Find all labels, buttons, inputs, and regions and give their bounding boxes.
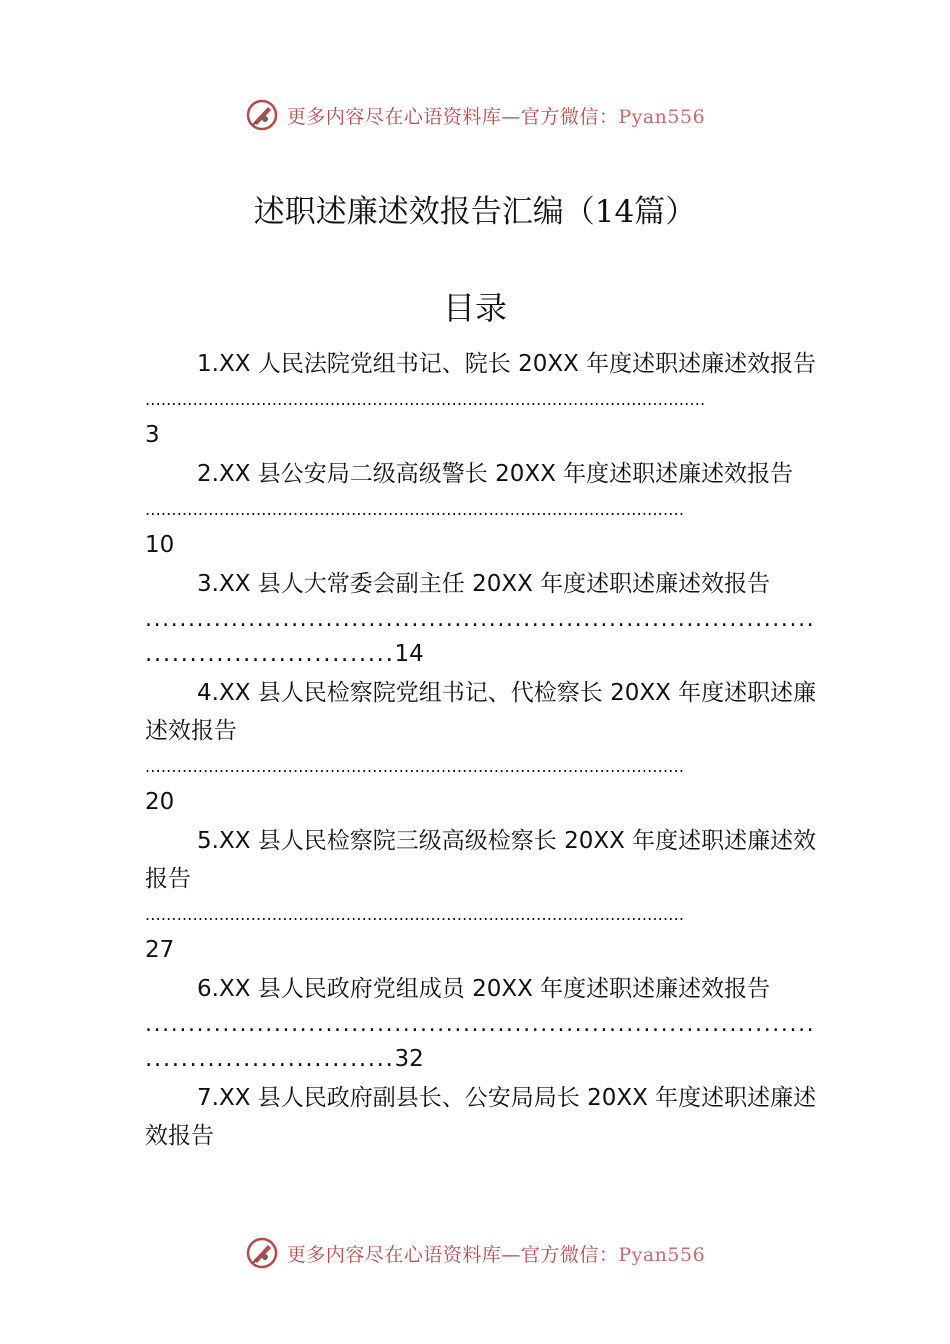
toc-entry-title[interactable]: 7.XX 县人民政府副县长、公安局局长 20XX 年度述职述廉述效报告 [145, 1085, 817, 1149]
toc-entry-page[interactable]: 32 [394, 1046, 424, 1072]
toc-leader-dots: ...................................................................................................... [145, 757, 685, 776]
wechat-id: Pyan556 [618, 1243, 706, 1266]
banner-text: 更多内容尽在心语资料库—官方微信：Pyan556 [286, 105, 706, 128]
footer-banner [0, 1233, 950, 1273]
toc-entry-page[interactable]: 27 [145, 937, 175, 963]
toc-entry[interactable] [145, 565, 835, 672]
toc-entry[interactable] [145, 1079, 835, 1155]
toc-heading: 目录 [442, 289, 507, 327]
toc-entry[interactable] [145, 970, 835, 1077]
toc-leader-dots: ...................................................................................................... [145, 500, 685, 519]
pen-seal-logo-icon [245, 1236, 279, 1270]
toc-entry-page[interactable]: 20 [145, 789, 175, 815]
document-title: 述职述廉述效报告汇编（14篇） [253, 194, 697, 230]
toc-leader-dots: .............................................................................. [145, 607, 816, 632]
toc-entry-title[interactable]: 6.XX 县人民政府党组成员 20XX 年度述职述廉述效报告 [197, 976, 771, 1002]
toc-leader-dots: ............................ [145, 1046, 395, 1072]
toc-leader-dots: ...................................................................................................... [145, 905, 685, 924]
toc-entry-page[interactable]: 10 [145, 532, 175, 558]
toc-entry[interactable] [145, 455, 835, 563]
table-of-contents [145, 345, 835, 1157]
banner-text: 更多内容尽在心语资料库—官方微信：Pyan556 [286, 1243, 706, 1266]
wechat-id: Pyan556 [618, 105, 706, 128]
toc-entry-page-line [145, 636, 835, 672]
toc-entry-title[interactable]: 4.XX 县人民检察院党组书记、代检察长 20XX 年度述职述廉述效报告 [145, 680, 817, 744]
toc-entry[interactable] [145, 345, 835, 453]
toc-entry-title[interactable]: 2.XX 县公安局二级高级警长 20XX 年度述职述廉述效报告 [197, 461, 794, 487]
toc-leader-dots: ............................ [145, 641, 395, 667]
header-banner [0, 95, 950, 135]
toc-entry-title[interactable]: 5.XX 县人民检察院三级高级检察长 20XX 年度述职述廉述效报告 [145, 828, 817, 892]
toc-entry-page-line [145, 1041, 835, 1077]
toc-entry[interactable] [145, 822, 835, 968]
toc-entry-page[interactable]: 3 [145, 422, 160, 448]
toc-leader-dots: .......................................................................................................... [145, 390, 706, 409]
toc-entry-title[interactable]: 3.XX 县人大常委会副主任 20XX 年度述职述廉述效报告 [197, 571, 771, 597]
toc-entry[interactable] [145, 674, 835, 820]
toc-leader-dots: .............................................................................. [145, 1012, 816, 1037]
toc-entry-title[interactable]: 1.XX 人民法院党组书记、院长 20XX 年度述职述廉述效报告 [197, 351, 817, 377]
pen-seal-logo-icon [245, 98, 279, 132]
toc-entry-page[interactable]: 14 [394, 641, 424, 667]
